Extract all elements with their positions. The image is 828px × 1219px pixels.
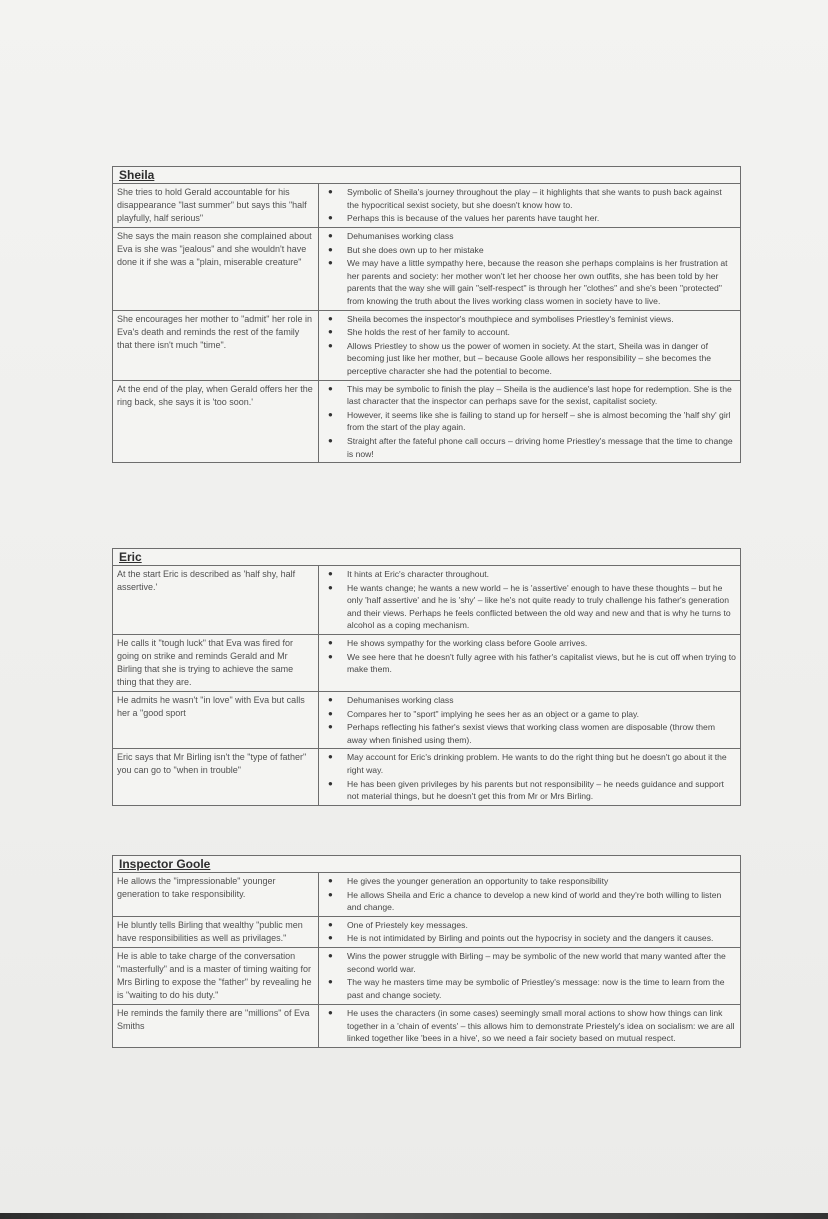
analysis-list — [323, 919, 736, 945]
list-item — [323, 186, 736, 211]
analysis-point: We may have a little sympathy here, because the reason she perhaps complains is her frustration at her parents and society: her mother won't let her choose her own outfits, she has been told by her parents that the way she will gain "self-respect" is through her "clothes" and she's been "protected" from knowing the truth about the lives working class women in society have to live. — [347, 258, 728, 306]
bullet-icon: ● — [328, 708, 333, 718]
analysis-cell — [319, 948, 740, 1004]
analysis-point: Compares her to "sport" implying he sees her as an object or a game to play. — [347, 708, 640, 719]
analysis-cell — [319, 1005, 740, 1047]
quote-cell: At the end of the play, when Gerald offers her the ring back, she says it is 'too soon.' — [113, 381, 319, 463]
bullet-icon: ● — [328, 244, 333, 254]
page-bottom-edge — [0, 1213, 828, 1219]
analysis-point: He shows sympathy for the working class before Goole arrives. — [347, 637, 588, 648]
list-item — [323, 889, 736, 914]
analysis-point: We see here that he doesn't fully agree with his father's capitalist views, but he is cut off when trying to make them. — [347, 651, 736, 675]
analysis-list — [323, 383, 736, 461]
list-item — [323, 875, 736, 888]
bullet-icon: ● — [328, 889, 333, 899]
analysis-list — [323, 875, 736, 914]
list-item — [323, 244, 736, 257]
analysis-point: It hints at Eric's character throughout. — [347, 569, 490, 579]
table-row — [113, 749, 740, 804]
analysis-cell — [319, 381, 740, 463]
quote-cell: Eric says that Mr Birling isn't the "type of father" you can go to "when in trouble" — [113, 749, 319, 804]
analysis-list — [323, 186, 736, 225]
analysis-point: This may be symbolic to finish the play – Sheila is the audience's last hope for redemption. She is the last character that the inspector can perhaps save for the sexist, capitalist society. — [347, 383, 732, 407]
analysis-list — [323, 230, 736, 308]
bullet-icon: ● — [328, 187, 333, 196]
table-row — [113, 948, 740, 1005]
analysis-cell — [319, 917, 740, 947]
bullet-icon: ● — [328, 933, 333, 943]
analysis-point: Perhaps this is because of the values her parents have taught her. — [347, 213, 600, 224]
bullet-icon: ● — [328, 327, 333, 337]
quote-cell: She tries to hold Gerald accountable for his disappearance "last summer" but says this "half playfully, half serious" — [113, 184, 319, 227]
bullet-icon: ● — [328, 213, 333, 223]
list-item — [323, 637, 736, 650]
bullet-icon: ● — [328, 258, 333, 268]
bullet-icon: ● — [328, 637, 333, 647]
analysis-list — [323, 313, 736, 378]
bullet-icon: ● — [328, 977, 333, 987]
analysis-point: He wants change; he wants a new world – he is 'assertive' enough to have these thoughts – but he only 'half assertive' and he is 'shy' – like he's not quite ready to truly challenge his father's generation and their views. Perhaps he feels conflicted between the old way and new and that is why he turns to alcohol as a coping mechanism. — [347, 582, 731, 631]
analysis-list — [323, 694, 736, 746]
table-row — [113, 692, 740, 749]
list-item — [323, 340, 736, 378]
analysis-cell — [319, 311, 740, 380]
list-item — [323, 708, 736, 721]
analysis-list — [323, 1007, 736, 1045]
bullet-icon: ● — [328, 435, 333, 445]
table-row — [113, 566, 740, 635]
analysis-point: She holds the rest of her family to account. — [347, 327, 510, 338]
bullet-icon: ● — [328, 383, 333, 393]
quote-cell: He admits he wasn't "in love" with Eva but calls her a "good sport — [113, 692, 319, 748]
table-row — [113, 917, 740, 948]
analysis-point: May account for Eric's drinking problem. He wants to do the right thing but he doesn't go about it the right way. — [347, 752, 727, 775]
list-item — [323, 582, 736, 632]
analysis-point: He has been given privileges by his parents but not responsibility – he needs guidance and support not material things, but he doesn't get this from Mr or Mrs Birling. — [347, 778, 724, 802]
bullet-icon: ● — [328, 876, 333, 885]
analysis-list — [323, 568, 736, 632]
quote-cell: He is able to take charge of the conversation "masterfully" and is a master of timing waiting for Mrs Birling to expose the "father" by revealing he is "waiting to do his duty." — [113, 948, 319, 1004]
quote-cell: At the start Eric is described as 'half shy, half assertive.' — [113, 566, 319, 634]
analysis-point: Dehumanises working class — [347, 694, 454, 705]
analysis-list — [323, 637, 736, 676]
analysis-point: The way he masters time may be symbolic of Priestley's message: now is the time to learn from the past and change society. — [347, 977, 725, 1000]
list-item — [323, 409, 736, 434]
analysis-cell — [319, 228, 740, 310]
bullet-icon: ● — [328, 919, 333, 929]
analysis-point: But she does own up to her mistake — [347, 244, 484, 255]
analysis-cell — [319, 873, 740, 916]
analysis-point: He uses the characters (in some cases) seemingly small moral actions to show how things can link together in a 'chain of events' – this allows him to demonstrate Priestely's idea on socialism: we are all linked together like 'bees in a hive', so we need a fair society based on mutual respect. — [347, 1007, 735, 1044]
list-item — [323, 383, 736, 408]
list-item — [323, 778, 736, 803]
analysis-list — [323, 950, 736, 1001]
bullet-icon: ● — [328, 582, 333, 592]
analysis-point: Wins the power struggle with Birling – may be symbolic of the new world that many wanted after the second world war. — [347, 950, 726, 974]
list-item — [323, 313, 736, 326]
bullet-icon: ● — [328, 694, 333, 704]
section-sheila — [112, 166, 741, 463]
section-title: Eric — [113, 549, 740, 566]
table-row — [113, 228, 740, 311]
list-item — [323, 212, 736, 225]
list-item — [323, 950, 736, 975]
table-row — [113, 184, 740, 228]
quote-cell: He bluntly tells Birling that wealthy "public men have responsibilities as well as privilages." — [113, 917, 319, 947]
analysis-point: He allows Sheila and Eric a chance to develop a new kind of world and they're both willing to listen and change. — [347, 889, 722, 913]
bullet-icon: ● — [328, 313, 333, 323]
section-title: Inspector Goole — [113, 856, 740, 873]
analysis-cell — [319, 749, 740, 804]
section-eric — [112, 548, 741, 806]
analysis-point: He gives the younger generation an opportunity to take responsibility — [347, 876, 609, 886]
bullet-icon: ● — [328, 722, 333, 732]
table-row — [113, 1005, 740, 1047]
list-item — [323, 230, 736, 243]
quote-cell: He calls it "tough luck" that Eva was fired for going on strike and reminds Gerald and Mr Birling that she is trying to achieve the same thing that they are. — [113, 635, 319, 691]
table-row — [113, 381, 740, 463]
bullet-icon: ● — [328, 778, 333, 788]
bullet-icon: ● — [328, 340, 333, 350]
bullet-icon: ● — [328, 1007, 333, 1017]
list-item — [323, 932, 736, 945]
analysis-cell — [319, 566, 740, 634]
analysis-point: Sheila becomes the inspector's mouthpiece and symbolises Priestley's feminist views. — [347, 313, 674, 324]
table-row — [113, 311, 740, 381]
bullet-icon: ● — [328, 569, 333, 578]
quote-cell: He reminds the family there are "millions" of Eva Smiths — [113, 1005, 319, 1047]
quote-cell: He allows the "impressionable" younger generation to take responsibility. — [113, 873, 319, 916]
section-title: Sheila — [113, 167, 740, 184]
list-item — [323, 751, 736, 776]
analysis-point: However, it seems like she is failing to stand up for herself – she is almost becoming the 'half shy' girl from the start of the play again. — [347, 409, 731, 433]
analysis-point: Straight after the fateful phone call occurs – driving home Priestley's message that the time to change is now! — [347, 435, 733, 459]
bullet-icon: ● — [328, 409, 333, 419]
bullet-icon: ● — [328, 231, 333, 240]
bullet-icon: ● — [328, 752, 333, 762]
list-item — [323, 568, 736, 581]
list-item — [323, 721, 736, 746]
list-item — [323, 694, 736, 707]
list-item — [323, 919, 736, 932]
table-row — [113, 635, 740, 692]
analysis-list — [323, 751, 736, 802]
list-item — [323, 651, 736, 676]
list-item — [323, 976, 736, 1001]
list-item — [323, 1007, 736, 1045]
analysis-point: Allows Priestley to show us the power of women in society. At the start, Sheila was in danger of becoming just like her mother, but – because Goole allows her responsibility – she becomes the perceptive character she had the potential to become. — [347, 340, 712, 376]
analysis-cell — [319, 184, 740, 227]
analysis-cell — [319, 635, 740, 691]
analysis-point: He is not intimidated by Birling and points out the hypocrisy in society and the dangers it causes. — [347, 933, 714, 944]
analysis-point: Dehumanises working class — [347, 231, 454, 241]
quote-cell: She encourages her mother to "admit" her role in Eva's death and reminds the rest of the family that there isn't much "time". — [113, 311, 319, 380]
list-item — [323, 326, 736, 339]
analysis-point: Symbolic of Sheila's journey throughout the play – it highlights that she wants to push back against the hypocritical sexist society, but she doesn't know how to. — [347, 187, 722, 210]
table-row — [113, 873, 740, 917]
bullet-icon: ● — [328, 651, 333, 661]
bullet-icon: ● — [328, 950, 333, 960]
analysis-point: One of Priestely key messages. — [347, 919, 468, 930]
section-inspector-goole — [112, 855, 741, 1048]
quote-cell: She says the main reason she complained about Eva is she was "jealous" and she wouldn't have done it if she was a "plain, miserable creature" — [113, 228, 319, 310]
analysis-cell — [319, 692, 740, 748]
list-item — [323, 435, 736, 460]
analysis-point: Perhaps reflecting his father's sexist views that working class women are disposable (throw them away when finished using them). — [347, 722, 715, 745]
list-item — [323, 257, 736, 307]
